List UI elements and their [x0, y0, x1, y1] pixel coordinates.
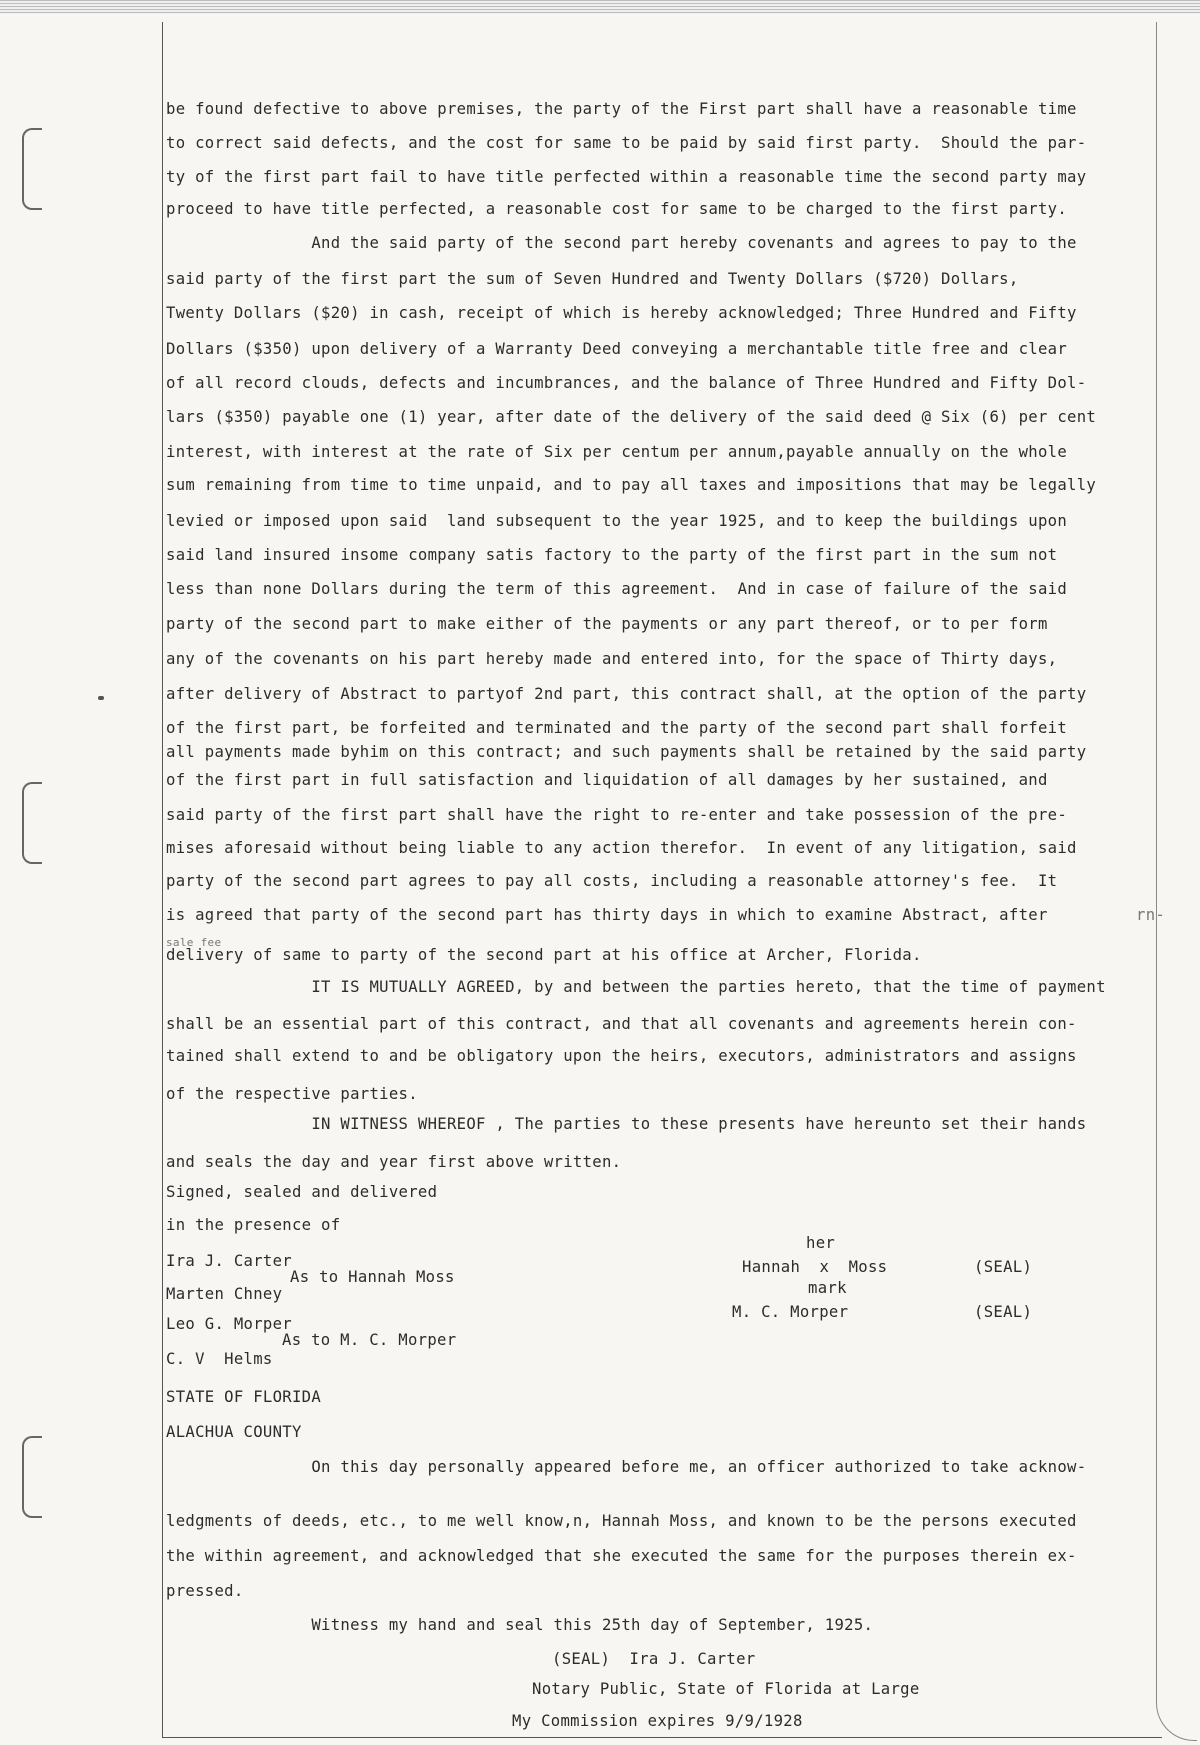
body-line: of all record clouds, defects and incumbrances, and the balance of Three Hundred and Fifty Dol-: [166, 374, 1087, 392]
body-line: mises aforesaid without being liable to any action therefor. In event of any litigation, said: [166, 839, 1077, 857]
ack-line: the within agreement, and acknowledged that she executed the same for the purposes therein ex-: [166, 1547, 1077, 1565]
body-line: of the respective parties.: [166, 1085, 418, 1103]
witness-note: As to M. C. Morper: [282, 1331, 457, 1349]
witness-name: Leo G. Morper: [166, 1315, 292, 1333]
signature-her: her: [806, 1234, 836, 1252]
witness-name: Marten Chney: [166, 1285, 283, 1303]
county-heading: ALACHUA COUNTY: [166, 1423, 302, 1441]
bottom-margin-rule: [162, 1737, 1162, 1738]
body-line: less than none Dollars during the term of this agreement. And in case of failure of the said: [166, 580, 1068, 598]
body-line: in the presence of: [166, 1216, 341, 1234]
body-line: of the first part in full satisfaction and liquidation of all damages by her sustained, and: [166, 771, 1048, 789]
commission-expiry: My Commission expires 9/9/1928: [512, 1712, 803, 1730]
body-line: shall be an essential part of this contract, and that all covenants and agreements herein con-: [166, 1015, 1077, 1033]
witness-name: Ira J. Carter: [166, 1252, 292, 1270]
signature-mark: mark: [808, 1279, 847, 1297]
body-line: interest, with interest at the rate of Six per centum per annum,payable annually on the whole: [166, 443, 1068, 461]
body-line: all payments made byhim on this contract; and such payments shall be retained by the said party: [166, 743, 1087, 761]
body-line: any of the covenants on his part hereby made and entered into, for the space of Thirty days,: [166, 650, 1058, 668]
body-line: levied or imposed upon said land subsequent to the year 1925, and to keep the buildings upon: [166, 512, 1068, 530]
overtype-fragment: rn-: [1136, 906, 1166, 924]
ack-line: Witness my hand and seal this 25th day of September, 1925.: [166, 1616, 874, 1634]
signature-morper: M. C. Morper: [732, 1303, 849, 1321]
body-line: said land insured insome company satis factory to the party of the first part in the sum not: [166, 546, 1058, 564]
witness-note: As to Hannah Moss: [290, 1268, 455, 1286]
body-line: tained shall extend to and be obligatory upon the heirs, executors, administrators and assigns: [166, 1047, 1077, 1065]
ack-line: ledgments of deeds, etc., to me well know,n, Hannah Moss, and known to be the persons executed: [166, 1512, 1077, 1530]
notary-seal-signature: (SEAL) Ira J. Carter: [552, 1650, 756, 1668]
page-corner-curl: [1156, 1690, 1197, 1741]
body-line: IT IS MUTUALLY AGREED, by and between the parties hereto, that the time of payment: [166, 978, 1106, 996]
body-line: sum remaining from time to time unpaid, and to pay all taxes and impositions that may be legally: [166, 476, 1097, 494]
signature-hannah-moss: Hannah x Moss: [742, 1258, 888, 1276]
seal-label: (SEAL): [974, 1303, 1033, 1321]
body-line: lars ($350) payable one (1) year, after date of the delivery of the said deed @ Six (6) per cent: [166, 408, 1097, 426]
body-line: said party of the first part shall have the right to re-enter and take possession of the pre-: [166, 806, 1068, 824]
binder-hole-middle: [22, 782, 42, 864]
right-margin-rule: [1156, 22, 1157, 1692]
binder-hole-bottom: [22, 1436, 42, 1518]
body-line: said party of the first part the sum of Seven Hundred and Twenty Dollars ($720) Dollars,: [166, 270, 1019, 288]
witness-name: C. V Helms: [166, 1350, 273, 1368]
page-top-band: [0, 0, 1200, 14]
binder-hole-top: [22, 128, 42, 210]
body-line: ty of the first part fail to have title perfected within a reasonable time the second party may: [166, 168, 1087, 186]
body-line: Twenty Dollars ($20) in cash, receipt of which is hereby acknowledged; Three Hundred and Fifty: [166, 304, 1077, 322]
body-line: IN WITNESS WHEREOF , The parties to these presents have hereunto set their hands: [166, 1115, 1087, 1133]
ack-line: pressed.: [166, 1582, 244, 1600]
state-heading: STATE OF FLORIDA: [166, 1388, 322, 1406]
ink-dot: [98, 696, 104, 700]
body-line: proceed to have title perfected, a reasonable cost for same to be charged to the first party.: [166, 200, 1068, 218]
body-line: of the first part, be forfeited and terminated and the party of the second part shall forfeit: [166, 719, 1068, 737]
body-line: party of the second part to make either of the payments or any part thereof, or to per form: [166, 615, 1048, 633]
body-line: Dollars ($350) upon delivery of a Warranty Deed conveying a merchantable title free and clear: [166, 340, 1068, 358]
body-line: and seals the day and year first above written.: [166, 1153, 622, 1171]
body-line: is agreed that party of the second part has thirty days in which to examine Abstract, after: [166, 906, 1048, 924]
body-line: to correct said defects, and the cost for same to be paid by said first party. Should the par-: [166, 134, 1087, 152]
body-line: after delivery of Abstract to partyof 2nd part, this contract shall, at the option of the party: [166, 685, 1087, 703]
body-line: And the said party of the second part hereby covenants and agrees to pay to the: [166, 234, 1077, 252]
seal-label: (SEAL): [974, 1258, 1033, 1276]
body-line: party of the second part agrees to pay all costs, including a reasonable attorney's fee. It: [166, 872, 1058, 890]
body-line: be found defective to above premises, the party of the First part shall have a reasonable time: [166, 100, 1077, 118]
overtype-fragment: sale fee: [166, 936, 222, 949]
left-margin-rule: [162, 22, 163, 1737]
notary-title: Notary Public, State of Florida at Large: [532, 1680, 920, 1698]
body-line: Signed, sealed and delivered: [166, 1183, 438, 1201]
body-line: delivery of same to party of the second part at his office at Archer, Florida.: [166, 946, 922, 964]
ack-line: On this day personally appeared before me, an officer authorized to take acknow-: [166, 1458, 1087, 1476]
